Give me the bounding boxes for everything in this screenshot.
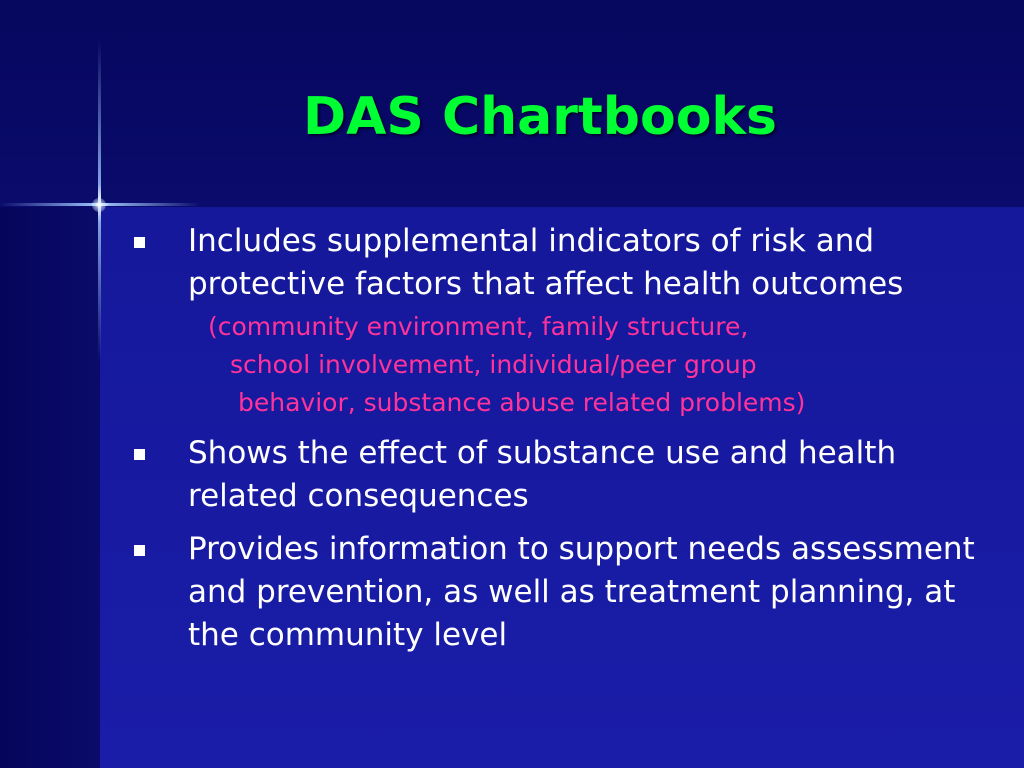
sub-note-line: (community environment, family structure, [208,312,749,341]
slide-left-band [0,207,100,768]
bullet-item [130,528,1010,657]
square-bullet-icon [134,237,145,248]
square-bullet-icon [134,545,145,556]
bullet-list [130,220,1010,667]
bullet-item [130,220,1010,422]
square-bullet-icon [134,449,145,460]
sub-note-line: school involvement, individual/peer group [230,350,757,379]
bullet-text: Provides information to support needs assessment and prevention, as well as treatment planning, at the community level [188,531,975,653]
bullet-item [130,432,1010,518]
sparkle-star-icon [92,198,106,212]
slide-title: DAS Chartbooks [303,87,777,147]
bullet-sub-note [188,308,1010,422]
bullet-text: Includes supplemental indicators of risk and protective factors that affect health outcomes [188,223,904,302]
bullet-text: Shows the effect of substance use and health related consequences [188,435,897,514]
sub-note-line: behavior, substance abuse related problems) [238,388,806,417]
